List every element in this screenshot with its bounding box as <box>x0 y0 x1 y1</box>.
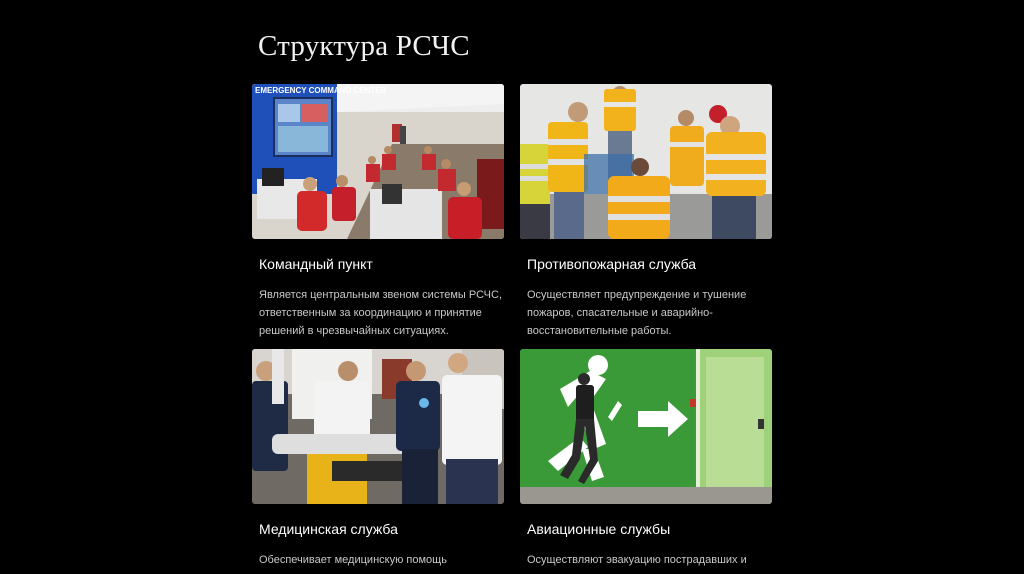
card-title: Авиационные службы <box>527 521 671 537</box>
card-description: Является центральным звеном системы РСЧС, ответственным за координацию и принятие решений в чрезвычайных ситуациях. <box>259 289 502 337</box>
command-center-sign: EMERGENCY COMMAND CENTER <box>255 86 387 95</box>
card-title: Противопожарная служба <box>527 256 697 272</box>
card-title: Медицинская служба <box>259 521 398 537</box>
card-description: Осуществляют эвакуацию пострадавших и <box>527 554 747 566</box>
command-center-photo <box>252 84 504 239</box>
card-title: Командный пункт <box>259 256 373 272</box>
fire-service-photo <box>520 84 772 239</box>
slide-title: Структура РСЧС <box>258 30 470 62</box>
card-description: Обеспечивает медицинскую помощь <box>259 554 447 566</box>
card-description: Осуществляет предупреждение и тушение пожаров, спасательные и аварийно-восстановительные работы. <box>527 289 747 337</box>
aviation-services-photo <box>520 349 772 504</box>
medical-service-photo <box>252 349 504 504</box>
